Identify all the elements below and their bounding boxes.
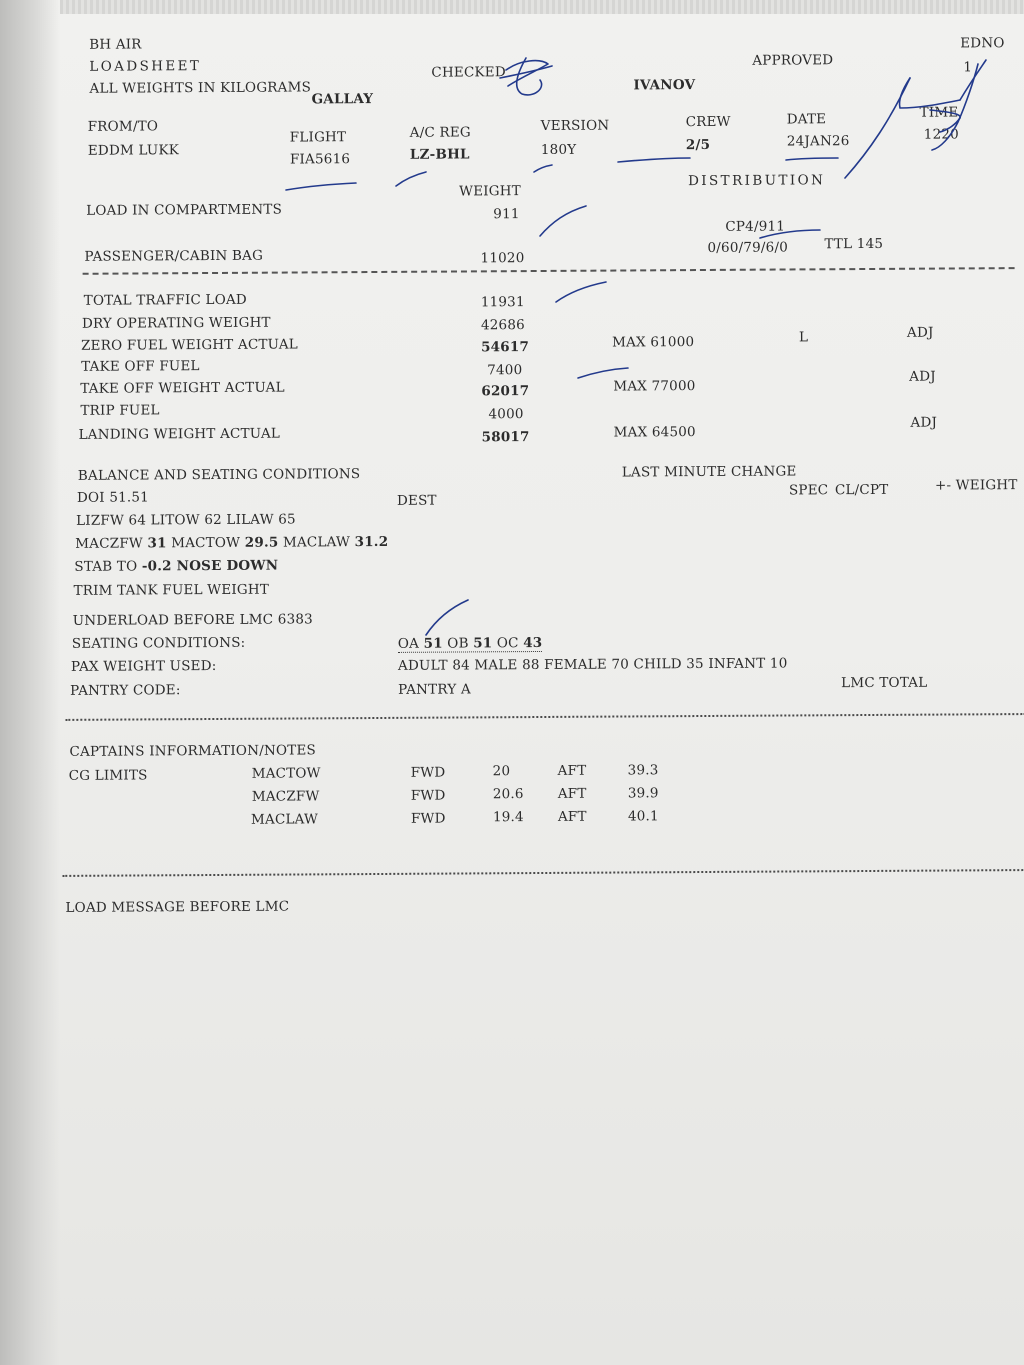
mac-zfw-value: 31 bbox=[147, 535, 167, 552]
flight-value: FIA5616 bbox=[289, 151, 351, 168]
document-title: LOADSHEET bbox=[89, 58, 202, 75]
compartments-weight: 911 bbox=[493, 206, 520, 223]
mac-values bbox=[75, 534, 388, 552]
edno-value: 1 bbox=[963, 59, 973, 76]
cg-row-maczfw-aft-label: AFT bbox=[557, 785, 587, 802]
cg-row-mactow-aft: 39.3 bbox=[627, 762, 659, 779]
seating-conditions-label: SEATING CONDITIONS: bbox=[71, 634, 246, 652]
zfw-label: ZERO FUEL WEIGHT ACTUAL bbox=[81, 336, 298, 354]
time-value: 1220 bbox=[923, 126, 959, 143]
tow-value: 62017 bbox=[481, 383, 530, 400]
pax-distribution: 0/60/79/6/0 bbox=[707, 239, 789, 256]
stab-label: STAB TO bbox=[74, 558, 138, 575]
underload-before-lmc: UNDERLOAD BEFORE LMC 6383 bbox=[72, 611, 313, 629]
prepared-by: GALLAY bbox=[311, 91, 374, 108]
cg-row-maclaw-aft: 40.1 bbox=[627, 808, 659, 825]
lmc-weight-header: +- WEIGHT bbox=[934, 477, 1018, 494]
doi-value: DOI 51.51 bbox=[76, 489, 149, 506]
tow-label: TAKE OFF WEIGHT ACTUAL bbox=[80, 379, 285, 397]
cg-row-mactow-name: MACTOW bbox=[251, 765, 321, 782]
lmc-clcpt-header: CL/CPT bbox=[834, 481, 889, 499]
ttl-label: TOTAL TRAFFIC LOAD bbox=[83, 291, 247, 309]
law-label: LANDING WEIGHT ACTUAL bbox=[78, 425, 281, 443]
mac-tow-label: MACTOW bbox=[171, 534, 241, 552]
seating-oc-value: 43 bbox=[523, 634, 543, 652]
balance-title: BALANCE AND SEATING CONDITIONS bbox=[77, 466, 361, 484]
approver-name: IVANOV bbox=[633, 77, 696, 94]
mac-zfw-label: MACZFW bbox=[75, 535, 144, 552]
reg-label: A/C REG bbox=[409, 124, 471, 141]
crew-label: CREW bbox=[685, 113, 731, 131]
section-divider-1 bbox=[83, 267, 1015, 275]
mac-law-value: 31.2 bbox=[354, 533, 389, 551]
distribution-label: DISTRIBUTION bbox=[688, 172, 826, 190]
tof-label: TAKE OFF FUEL bbox=[81, 358, 200, 375]
cg-row-maczfw-fwd-label: FWD bbox=[410, 787, 446, 804]
checked-label: CHECKED bbox=[431, 64, 506, 81]
tof-value: 7400 bbox=[487, 362, 523, 379]
stab-trim bbox=[74, 558, 278, 575]
time-label: TIME bbox=[919, 104, 959, 121]
law-value: 58017 bbox=[481, 429, 530, 446]
cg-row-mactow-fwd-label: FWD bbox=[410, 764, 446, 781]
cg-row-maczfw-name: MACZFW bbox=[251, 788, 320, 805]
version-value: 180Y bbox=[540, 141, 577, 158]
pax-weight-used-label: PAX WEIGHT USED: bbox=[70, 657, 217, 675]
mac-tow-value: 29.5 bbox=[244, 534, 279, 551]
seating-conditions-value bbox=[398, 635, 543, 653]
cg-limits-label: CG LIMITS bbox=[68, 767, 148, 784]
pax-total: TTL 145 bbox=[824, 235, 884, 253]
section-divider-3 bbox=[62, 869, 1024, 877]
compartments-distribution: CP4/911 bbox=[725, 218, 786, 235]
cg-row-maczfw-aft: 39.9 bbox=[627, 785, 659, 802]
zfw-max: MAX 61000 bbox=[611, 334, 695, 351]
seating-oc-label: OC bbox=[496, 635, 519, 652]
approved-label: APPROVED bbox=[752, 52, 834, 69]
li-values: LIZFW 64 LITOW 62 LILAW 65 bbox=[76, 511, 296, 529]
pax-cabin-bag-label: PASSENGER/CABIN BAG bbox=[84, 247, 264, 265]
cg-row-mactow-aft-label: AFT bbox=[557, 762, 587, 779]
from-to-label: FROM/TO bbox=[87, 118, 159, 135]
trim-tank-label: TRIM TANK FUEL WEIGHT bbox=[73, 581, 270, 599]
seating-ob-value: 51 bbox=[473, 635, 493, 652]
tow-adj: ADJ bbox=[909, 368, 936, 385]
trip-fuel-label: TRIP FUEL bbox=[80, 402, 160, 419]
dest-label: DEST bbox=[396, 492, 437, 509]
seating-oa-label: OA bbox=[397, 635, 420, 652]
pax-weight-used-value: ADULT 84 MALE 88 FEMALE 70 CHILD 35 INFANT 10 bbox=[397, 655, 788, 674]
stab-value: -0.2 NOSE DOWN bbox=[141, 557, 279, 575]
cg-row-maclaw-name: MACLAW bbox=[250, 811, 319, 828]
cg-row-maclaw-aft-label: AFT bbox=[557, 808, 587, 825]
airline-name: BH AIR bbox=[89, 36, 142, 53]
law-adj: ADJ bbox=[910, 414, 938, 431]
mac-law-label: MACLAW bbox=[282, 534, 351, 551]
dow-label: DRY OPERATING WEIGHT bbox=[81, 314, 271, 332]
seating-ob-label: OB bbox=[447, 635, 469, 652]
pantry-code-label: PANTRY CODE: bbox=[70, 682, 181, 699]
cg-row-maclaw-fwd-label: FWD bbox=[410, 810, 446, 827]
version-label: VERSION bbox=[540, 117, 610, 134]
reg-value: LZ-BHL bbox=[409, 146, 470, 163]
pantry-code-value: PANTRY A bbox=[398, 681, 471, 698]
from-to-value: EDDM LUKK bbox=[87, 142, 180, 159]
lmc-title: LAST MINUTE CHANGE bbox=[621, 463, 797, 481]
cg-row-mactow-fwd: 20 bbox=[492, 763, 511, 780]
date-value: 24JAN26 bbox=[786, 133, 850, 150]
flight-label: FLIGHT bbox=[289, 129, 347, 146]
compartments-label: LOAD IN COMPARTMENTS bbox=[86, 201, 283, 219]
date-label: DATE bbox=[786, 111, 827, 128]
edno-label: EDNO bbox=[960, 35, 1005, 52]
lmc-spec-header: SPEC bbox=[788, 482, 829, 499]
law-max: MAX 64500 bbox=[613, 424, 696, 441]
section-divider-2 bbox=[65, 713, 1024, 721]
pax-cabin-bag-weight: 11020 bbox=[480, 250, 525, 267]
units-note: ALL WEIGHTS IN KILOGRAMS bbox=[89, 79, 312, 97]
crew-value: 2/5 bbox=[685, 136, 711, 154]
dow-value: 42686 bbox=[480, 317, 525, 334]
cg-row-maczfw-fwd: 20.6 bbox=[492, 786, 524, 803]
lmc-total-label: LMC TOTAL bbox=[841, 674, 928, 692]
zfw-value: 54617 bbox=[481, 339, 530, 356]
captain-info-title: CAPTAINS INFORMATION/NOTES bbox=[69, 742, 316, 760]
load-message-label: LOAD MESSAGE BEFORE LMC bbox=[65, 898, 290, 916]
trip-fuel-value: 4000 bbox=[488, 406, 524, 423]
tow-max: MAX 77000 bbox=[613, 378, 696, 395]
ttl-value: 11931 bbox=[480, 294, 525, 311]
seating-oa-value: 51 bbox=[423, 635, 443, 652]
cg-row-maclaw-fwd: 19.4 bbox=[492, 809, 524, 826]
zfw-limit-flag: L bbox=[798, 329, 809, 346]
weight-column-label: WEIGHT bbox=[459, 183, 521, 200]
zfw-adj: ADJ bbox=[906, 324, 934, 341]
